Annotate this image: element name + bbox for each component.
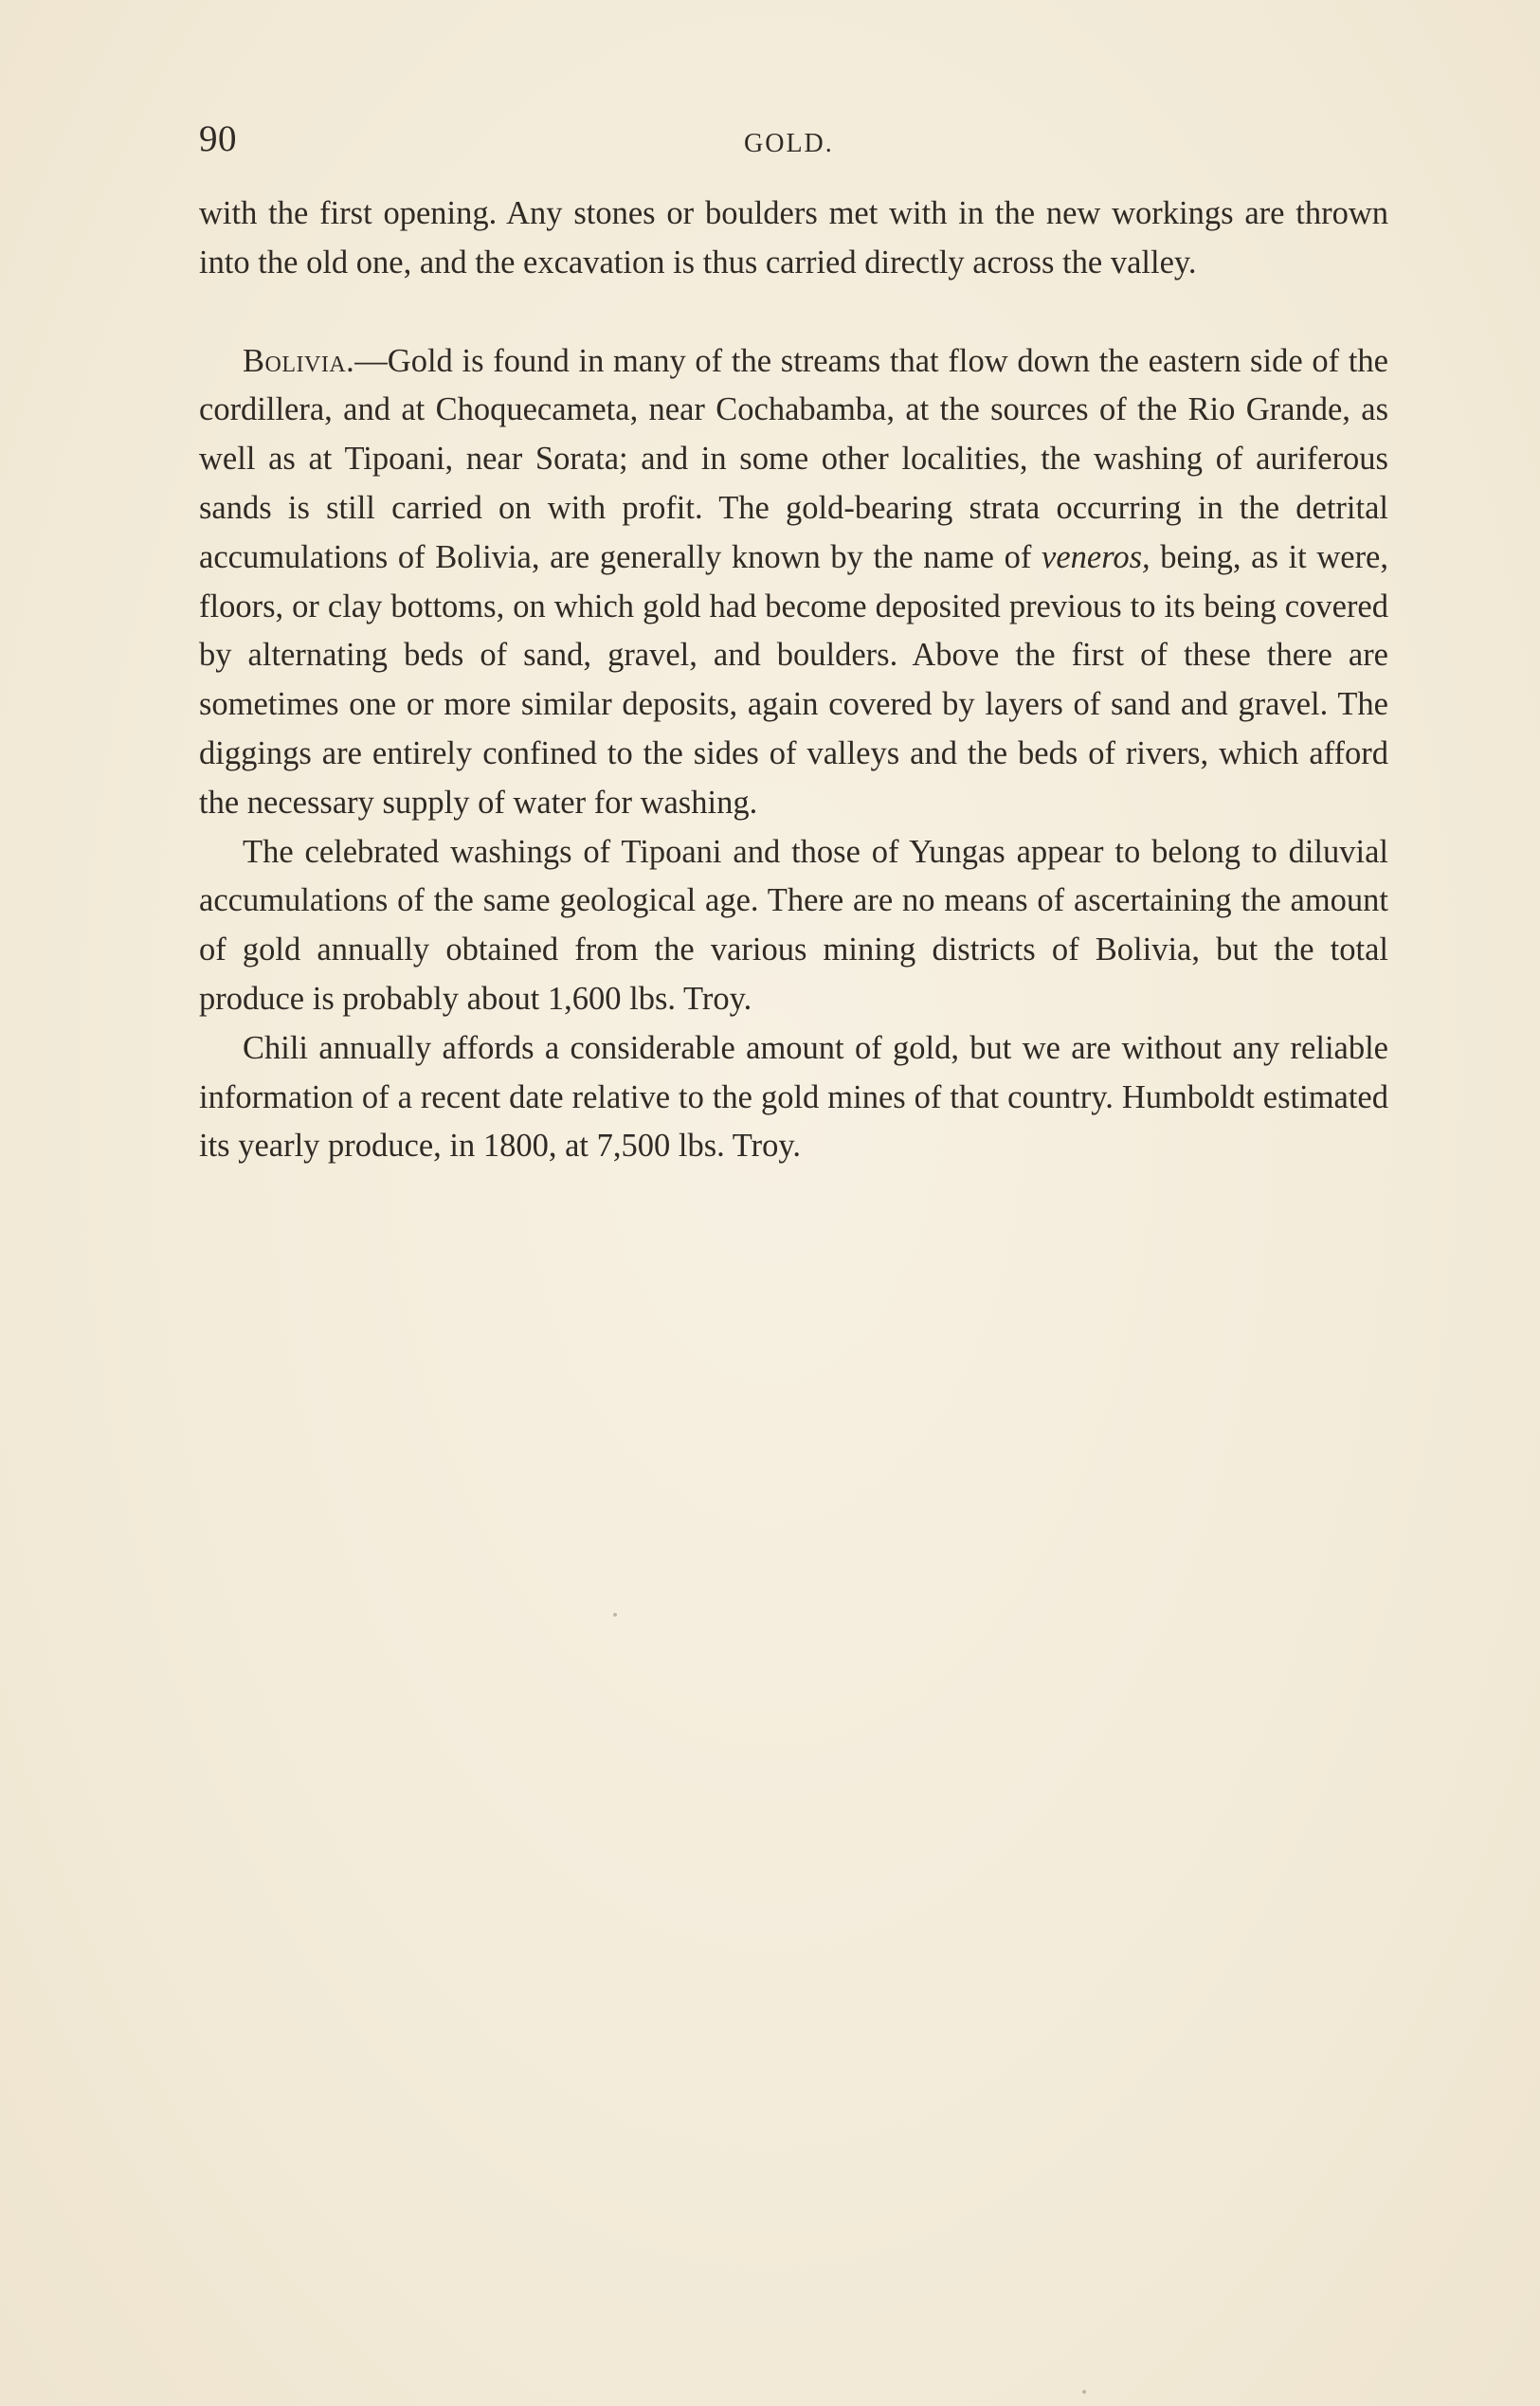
paragraph-tipoani: The celebrated washings of Tipoani and those of Yungas appear to belong to diluvial accumulations of the same geological age. There are no means of ascertaining the amount of gold annually obtained from the various mining districts of Bolivia, but the total produce is probably about 1,600 lbs. Troy. [199, 833, 1388, 1017]
paragraph-bolivia-text-a: —Gold is found in many of the streams that flow down the eastern side of the cordillera, and at Choquecameta, near Cochabamba, at the sources of the Rio Grande, as well as at Tipoani, near Sorata; and in some other localities, the washing of auriferous sands is still carried on with profit. The gold-bearing strata occurring in the detrital accumulations of Bolivia, are generally known by the name of [199, 342, 1388, 575]
italic-term-veneros: veneros, [1042, 538, 1150, 575]
page-number: 90 [199, 118, 237, 159]
paragraph-bolivia [199, 337, 1388, 828]
running-head [199, 118, 1388, 165]
section-lead-bolivia: Bolivia. [243, 342, 355, 379]
body-text [199, 190, 1388, 1171]
running-title: GOLD. [744, 129, 834, 158]
paper-speck [613, 1613, 617, 1617]
paragraph-bolivia-text-b: being, as it were, floors, or clay bottoms, on which gold had become deposited previous to its being covered by alternating beds of sand, gravel, and boulders. Above the first of these there are sometimes one or more similar deposits, again covered by layers of sand and gravel. The diggings are entirely confined to the sides of valleys and the beds of rivers, which afford the necessary supply of water for washing. [199, 538, 1388, 821]
paper-speck [1082, 2390, 1086, 2394]
paragraph-chili: Chili annually affords a considerable amount of gold, but we are without any reliable information of a recent date relative to the gold mines of that country. Humboldt estimated its yearly produce, in 1800, at 7,500 lbs. Troy. [199, 1029, 1388, 1165]
paragraph-continuation: with the first opening. Any stones or boulders met with in the new workings are thrown into the old one, and the excavation is thus carried directly across the valley. [199, 195, 1388, 280]
